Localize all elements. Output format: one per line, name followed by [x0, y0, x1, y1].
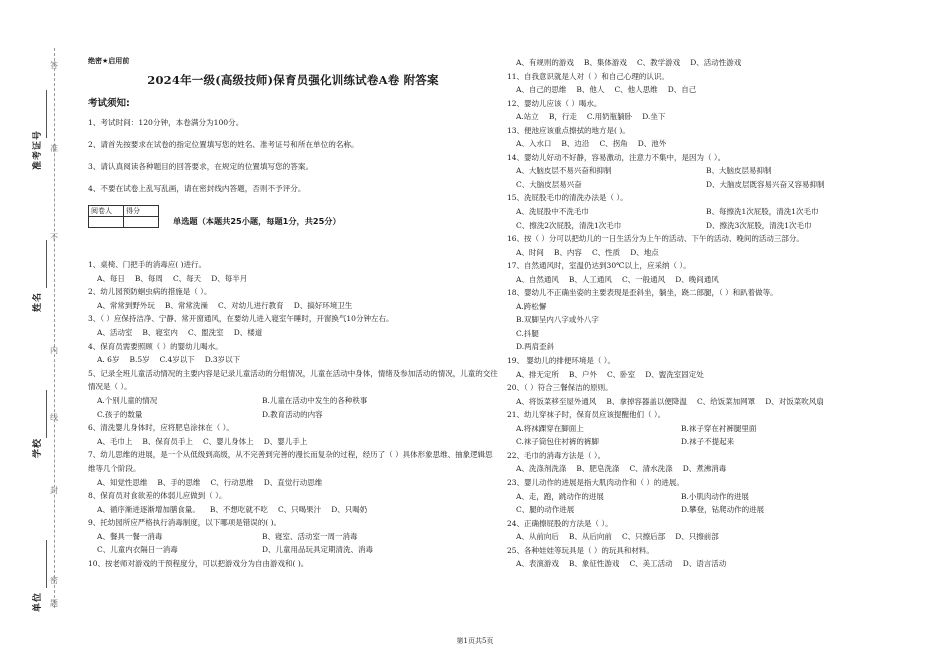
answer-option[interactable]: D、煮沸消毒: [682, 464, 727, 474]
notice-item: 3、请认真阅读各种题目的回答要求，在规定的位置填写您的答案。: [88, 162, 314, 171]
notice-item: 2、请首先按要求在试卷的指定位置填写您的姓名、准考证号和所在单位的名称。: [88, 140, 359, 149]
answer-option[interactable]: C、只擦后部: [621, 532, 666, 542]
question-item: [507, 259, 927, 286]
question-item: [88, 312, 498, 339]
answer-option[interactable]: A、自然通风: [516, 274, 559, 284]
margin-label-school: 学校: [33, 437, 43, 458]
question-stem: 1、桌椅、门把手的消毒应( )进行。: [88, 260, 207, 269]
question-stem: 13、便池应该重点擦拭的地方是( )。: [507, 125, 630, 135]
option-list: [507, 273, 927, 287]
answer-option[interactable]: D.3岁以下: [204, 355, 241, 365]
answer-option[interactable]: D、大脑皮层既容易兴奋又容易抑制: [706, 179, 825, 189]
option-list: [507, 368, 927, 382]
answer-option[interactable]: A、时间: [516, 247, 544, 257]
answer-option[interactable]: B、大脑皮层易抑制: [706, 166, 772, 176]
option-list: [88, 503, 498, 517]
answer-option[interactable]: B、不想吃就不吃: [209, 504, 268, 514]
answer-option[interactable]: D、擦洗3次屁股，清洗1次毛巾: [706, 220, 812, 230]
question-item: [507, 517, 927, 544]
answer-option[interactable]: A.站立: [516, 112, 539, 122]
answer-option[interactable]: D、直觉行动思维: [263, 477, 323, 487]
answer-option[interactable]: A、走，跑，跳动作的进展: [516, 491, 604, 501]
option-list: [88, 326, 498, 340]
notice-title: 考试须知:: [88, 98, 130, 109]
answer-option[interactable]: B、每擦洗1次屁股，清洗1次毛巾: [706, 207, 819, 217]
question-stem: 19、 婴幼儿的排便环境是（ ）。: [507, 356, 616, 366]
score-box-reviewer-label: 阅卷人: [89, 206, 124, 217]
option-list: [88, 272, 498, 286]
answer-option[interactable]: C.袜子筒包住衬裤的裤脚: [516, 437, 599, 447]
cut-mark: 准: [50, 144, 58, 153]
answer-option[interactable]: B、他人: [576, 85, 605, 95]
answer-option[interactable]: C、每天: [172, 273, 202, 283]
answer-option[interactable]: A、循序渐进逐渐增加膳食量。: [97, 504, 200, 514]
answer-option[interactable]: D、自己: [667, 85, 697, 95]
option-list: [507, 110, 927, 124]
option-list: [507, 164, 927, 191]
question-item: [88, 557, 498, 571]
score-box-score-cell[interactable]: [124, 217, 159, 228]
answer-option[interactable]: D.攀登，钻爬动作的进展: [681, 505, 765, 515]
exam-title: 2024年一级(高级技师)保育员强化训练试卷A卷 附答案: [147, 73, 439, 87]
question-stem: 5、记录全班儿童活动情况的主要内容是记录儿童活动的分组情况，儿童在活动中身体，情绪及参加活动的情况，儿童的交往情况是（ ）。: [88, 368, 498, 392]
answer-option[interactable]: A、入水口: [516, 139, 552, 149]
answer-option[interactable]: D.教育活动的内容: [262, 409, 323, 419]
question-stem: 2、幼儿园预防蛔虫病的措施是（ ）。: [88, 287, 212, 297]
answer-option[interactable]: D、儿童用品玩具定期清洗、消毒: [262, 545, 374, 555]
option-list: [507, 137, 927, 151]
question-stem: 9、托幼园所应严格执行消毒制度，以下哪项是错误的( )。: [88, 518, 282, 528]
answer-option[interactable]: B、从后向前: [568, 532, 612, 542]
answer-option[interactable]: B，行走: [548, 112, 577, 122]
score-box-reviewer-cell[interactable]: [89, 217, 124, 228]
answer-option[interactable]: C、拐角: [599, 139, 628, 149]
answer-option[interactable]: B、象征性游戏: [568, 559, 620, 569]
option-list: [507, 246, 927, 260]
score-area: [88, 205, 498, 228]
answer-option[interactable]: D、活动性游戏: [690, 58, 742, 67]
question-item: [507, 476, 927, 517]
answer-option[interactable]: C、对幼儿进行教育: [217, 300, 284, 310]
answer-option[interactable]: A.跨松懈: [516, 301, 547, 311]
answer-option[interactable]: B.儿童在活动中发生的各种秩事: [262, 395, 368, 405]
question-item: [88, 258, 498, 285]
question-stem: 6、清洗婴儿身体时，应将肥皂涂抹在（ ）。: [88, 423, 234, 433]
answer-option[interactable]: C、腿的动作进展: [516, 505, 575, 515]
question-stem: 21、幼儿穿袜子时，保育员应该提醒他们（ ）。: [507, 410, 666, 420]
name-write-line: [46, 240, 47, 288]
answer-option[interactable]: C、大脑皮层易兴奋: [516, 179, 582, 189]
answer-option[interactable]: C、儿童内衣隔日一消毒: [97, 545, 178, 555]
answer-option[interactable]: A、每日: [97, 273, 125, 283]
answer-option[interactable]: A、知觉性思维: [97, 477, 148, 487]
answer-option[interactable]: D.两肩歪斜: [516, 342, 555, 352]
option-list: [507, 530, 927, 544]
margin-label-exam-number: 准考证号: [33, 129, 43, 170]
answer-option[interactable]: C、教学游戏: [636, 58, 681, 67]
question-item: [507, 354, 927, 381]
question-item: [507, 408, 927, 449]
notice-item: 1、考试时间：120分钟，本卷满分为100分。: [88, 118, 244, 127]
option-list: [88, 530, 498, 557]
question-stem: 23、婴儿动作的进展是指大肌肉动作和（ ）的进展。: [507, 477, 684, 487]
answer-option[interactable]: D、池外: [637, 139, 667, 149]
option-list: [88, 435, 498, 449]
answer-option[interactable]: B.小肌肉动作的进展: [681, 491, 749, 501]
answer-option[interactable]: D、每半月: [211, 273, 248, 283]
answer-option[interactable]: C、性质: [591, 247, 621, 257]
margin-label-name: 姓名: [33, 291, 43, 312]
question-item: [507, 151, 927, 192]
seal-cut-line: [54, 48, 55, 608]
question-item: [507, 286, 927, 354]
answer-option[interactable]: C、清水洗涤: [629, 464, 673, 474]
answer-option[interactable]: A.将袜踝穿在脚面上: [516, 423, 584, 433]
answer-option[interactable]: B、寝室、活动室一周一消毒: [262, 531, 358, 541]
option-list: [507, 205, 927, 232]
answer-option[interactable]: C、卧室: [606, 369, 636, 379]
answer-option[interactable]: D、只擦前部: [675, 532, 719, 542]
answer-option[interactable]: B、内容: [553, 247, 582, 257]
answer-option[interactable]: B、寝室内: [142, 327, 178, 337]
question-stem: 20、（ ）符合三餐保洁的原则。: [507, 383, 613, 393]
question-stem: 12、婴幼儿应该（ ）喝水。: [507, 98, 602, 108]
answer-option[interactable]: D、搞好环境卫生: [293, 300, 353, 310]
answer-option[interactable]: B、每周: [134, 273, 163, 283]
question-stem: 22、毛巾的消毒方法是（ ）。: [507, 450, 606, 460]
question-item: [507, 191, 927, 232]
answer-option[interactable]: B、保育员手上: [142, 436, 193, 446]
option-list: [507, 490, 927, 517]
question-item: [88, 448, 498, 489]
option-list: [88, 299, 498, 313]
question-item: [88, 340, 498, 367]
answer-option[interactable]: D、对饭菜吹风扇: [765, 396, 824, 406]
answer-option[interactable]: D.坐下: [642, 112, 666, 122]
answer-option[interactable]: D.袜子不提起来: [681, 437, 735, 447]
question-stem: 10、按老师对游戏的干预程度分，可以把游戏分为自由游戏和( )。: [88, 559, 309, 569]
answer-option[interactable]: C、婴儿身体上: [202, 436, 254, 446]
option-list: [507, 557, 927, 571]
answer-option[interactable]: A、自己的思维: [516, 85, 567, 95]
answer-option[interactable]: C、美工活动: [629, 559, 673, 569]
answer-option[interactable]: A、有规则的游戏: [516, 58, 574, 67]
question-stem: 15、洗屁股毛巾的清洗办法是（ ）。: [507, 193, 628, 203]
question-stem: 25、各种娃娃等玩具是（ ）的玩具和材料。: [507, 545, 654, 555]
answer-option[interactable]: A、餐具一餐一消毒: [97, 531, 163, 541]
question-item: [507, 124, 927, 151]
question-item: [88, 489, 498, 516]
answer-option[interactable]: D、盥洗室固定处: [645, 369, 704, 379]
answer-option[interactable]: B、集体游戏: [583, 58, 627, 67]
page-number: 第1页共5页: [456, 637, 494, 645]
option-list: [507, 56, 927, 70]
answer-option[interactable]: C、擦洗2次屁股，清洗1次毛巾: [516, 220, 622, 230]
question-list-left: [88, 258, 498, 571]
answer-option[interactable]: A. 6岁: [97, 355, 120, 365]
left-column: [88, 54, 498, 571]
question-item: [507, 56, 927, 70]
question-stem: 8、保育员对食欲差的体弱儿应做到（ ）。: [88, 491, 227, 501]
score-box: [88, 205, 159, 228]
answer-option[interactable]: A.个别儿童的情况: [97, 395, 158, 405]
answer-option[interactable]: B、肥皂洗涤: [576, 464, 620, 474]
answer-option[interactable]: D、婴儿手上: [263, 436, 308, 446]
question-list-right: [507, 56, 927, 571]
question-stem: 4、保育员需要照顾（ ）的婴幼儿喝水。: [88, 341, 223, 351]
question-item: [88, 367, 498, 421]
question-stem: 24、正确擦屁股的方法是（ ）。: [507, 518, 613, 528]
answer-option[interactable]: B、边沿: [561, 139, 590, 149]
margin-label-unit: 单位: [33, 591, 43, 612]
cut-mark: 线: [50, 413, 58, 422]
answer-option[interactable]: A、表演游戏: [516, 559, 559, 569]
answer-option[interactable]: C.孩子的数量: [97, 409, 143, 419]
answer-option[interactable]: C、只喝果汁: [277, 504, 322, 514]
answer-option[interactable]: B、常常洗澡: [164, 300, 208, 310]
answer-option[interactable]: A、大脑皮层不易兴奋和抑制: [516, 166, 612, 176]
answer-option[interactable]: C、他人思维: [614, 85, 658, 95]
answer-option[interactable]: C.抖腿: [516, 328, 539, 338]
answer-option[interactable]: D、语言活动: [682, 559, 727, 569]
score-box-score-label: 得分: [124, 206, 159, 217]
answer-option[interactable]: A、常常到野外玩: [97, 300, 155, 310]
cut-mark: 不: [50, 233, 58, 242]
answer-option[interactable]: C、一般通风: [621, 274, 666, 284]
answer-option[interactable]: A、活动室: [97, 327, 133, 337]
answer-option[interactable]: A、毛巾上: [97, 436, 133, 446]
question-item: [507, 70, 927, 97]
answer-option[interactable]: C、行动思维: [210, 477, 254, 487]
question-stem: 18、婴幼儿不正确坐姿的主要表现是歪斜坐，躺坐，跷二郎腿，（ ）和趴着做等。: [507, 288, 778, 298]
unit-write-line: [46, 540, 47, 588]
question-item: [507, 381, 927, 408]
answer-option[interactable]: D、只喝奶: [331, 504, 368, 514]
answer-option[interactable]: C、给饭菜加网罩: [696, 396, 756, 406]
option-list: [507, 462, 927, 476]
cut-mark: 封: [50, 486, 58, 495]
answer-option[interactable]: D、楼道: [233, 327, 263, 337]
question-item: [507, 544, 927, 571]
cut-mark: 答: [50, 61, 58, 70]
exam-number-write-line: [46, 90, 47, 138]
question-item: [507, 232, 927, 259]
question-stem: 16、按（ ）分可以把幼儿的一日生活分为上午的活动、下午的活动、晚间的活动三部分。: [507, 234, 804, 244]
answer-option[interactable]: C.用奶瓶躺卧: [586, 112, 633, 122]
answer-option[interactable]: C.4岁以下: [159, 355, 195, 365]
question-item: [88, 516, 498, 557]
cut-mark: 题: [50, 599, 58, 608]
answer-option[interactable]: B.袜子穿在衬裤腿里面: [681, 423, 757, 433]
answer-option[interactable]: C、盥洗室: [187, 327, 224, 337]
answer-option[interactable]: A、将饭菜移至屋外通风: [516, 396, 597, 406]
question-item: [88, 421, 498, 448]
answer-option[interactable]: A、从前向后: [516, 532, 559, 542]
answer-option[interactable]: B、人工通风: [568, 274, 612, 284]
answer-option[interactable]: D、晚间通风: [675, 274, 719, 284]
answer-option[interactable]: A、排无定所: [516, 369, 559, 379]
answer-option[interactable]: A、洗涤剂洗涤: [516, 464, 567, 474]
option-list: [507, 300, 927, 354]
option-list: [507, 83, 927, 97]
question-stem: 11、自我意识就是人对（ ）和自己心理的认识。: [507, 71, 669, 81]
answer-option[interactable]: B、手的思维: [157, 477, 201, 487]
option-list: [88, 394, 498, 421]
answer-option[interactable]: B.5岁: [129, 355, 150, 365]
section-title: 单选题（本题共25小题，每题1分，共25分）: [173, 216, 341, 226]
question-item: [507, 97, 927, 124]
option-list: [507, 422, 927, 449]
question-stem: 17、自然通风时，室温仍达到30℃以上，应采纳（ ）。: [507, 261, 691, 271]
question-item: [88, 285, 498, 312]
confidential-mark: 绝密★启用前: [88, 57, 130, 65]
answer-option[interactable]: B.双脚呈内八字或外八字: [516, 315, 599, 325]
question-item: [507, 449, 927, 476]
option-list: [88, 476, 498, 490]
cut-mark: 内: [50, 346, 58, 355]
cut-mark: 密: [50, 576, 58, 585]
answer-option[interactable]: B、拿掉容器盖以便降温: [606, 396, 687, 406]
notice-item: 4、不要在试卷上乱写乱画，请在密封线内答题，否则不予评分。: [88, 184, 306, 193]
answer-option[interactable]: D、地点: [630, 247, 659, 257]
option-list: [88, 353, 498, 367]
question-stem: 14、婴幼儿好动不好静，容易激动，注意力不集中，是因为（ ）。: [507, 152, 726, 162]
option-list: [507, 395, 927, 409]
answer-option[interactable]: B、户外: [568, 369, 597, 379]
school-write-line: [46, 390, 47, 438]
question-stem: 7、幼儿思维的进展，是一个从低级到高级，从不完善到完善的漫长而复杂的过程，经历了（ ）具体形象思维、抽象逻辑思维等几个阶段。: [88, 450, 493, 473]
answer-option[interactable]: A、洗屁股中不洗毛巾: [516, 207, 589, 217]
question-stem: 3、（ ）应保持洁净、宁静、常开窗通风，在要幼儿进入寝室午睡时，开窗换气10分钟左右。: [88, 314, 394, 324]
